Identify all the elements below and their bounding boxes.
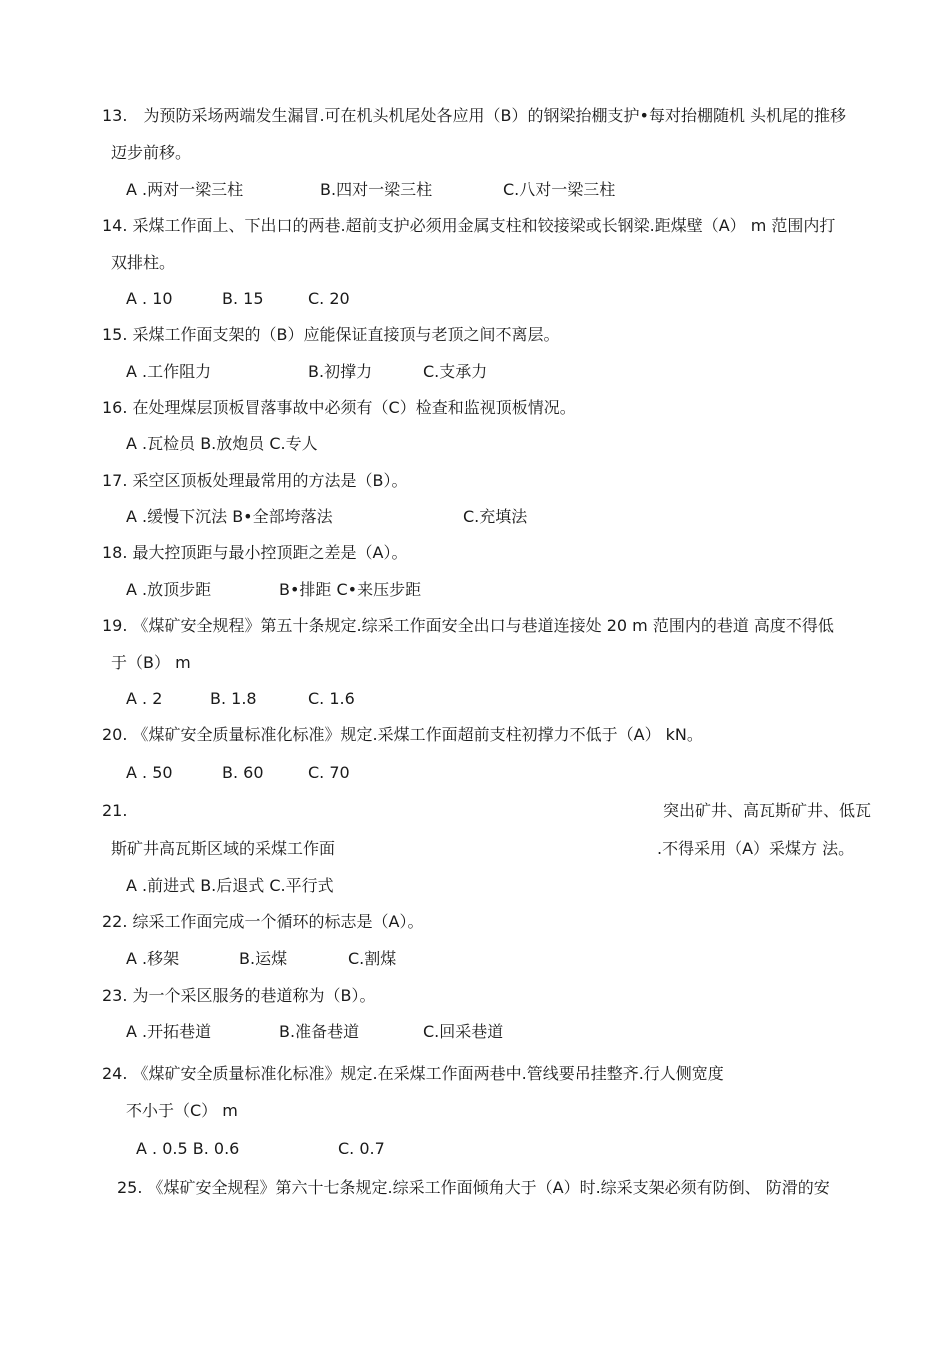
question-17-text: 17. 采空区顶板处理最常用的方法是（B）。 xyxy=(102,471,408,490)
question-16-text: 16. 在处理煤层顶板冒落事故中必须有（C）检查和监视顶板情况。 xyxy=(102,398,576,417)
question-24-option-c: C. 0.7 xyxy=(338,1139,385,1158)
question-25-text: 25. 《煤矿安全规程》第六十七条规定.综采工作面倾角大于（A）时.综采支架必须有防倒、 防滑的安 xyxy=(117,1178,830,1197)
question-15-option-c: C.支承力 xyxy=(423,362,488,381)
question-19-option-a: A . 2 xyxy=(126,689,163,708)
question-19-text-cont: 于（B） m xyxy=(111,653,191,672)
question-17-option-c: C.充填法 xyxy=(463,507,528,526)
question-18-text: 18. 最大控顶距与最小控顶距之差是（A）。 xyxy=(102,543,408,562)
question-19-option-b: B. 1.8 xyxy=(210,689,257,708)
question-22-option-c: C.割煤 xyxy=(348,949,397,968)
question-23-option-c: C.回采巷道 xyxy=(423,1022,504,1041)
question-24-text-cont: 不小于（C） m xyxy=(126,1101,238,1120)
question-13-text: 13. 为预防采场两端发生漏冒.可在机头机尾处各应用（B）的钢梁抬棚支护•每对抬棚随机 头机尾的推移 xyxy=(102,106,847,125)
question-20-option-a: A . 50 xyxy=(126,763,173,782)
question-21-options: A .前进式 B.后退式 C.平行式 xyxy=(126,876,334,895)
question-22-option-a: A .移架 xyxy=(126,949,180,968)
question-20-option-b: B. 60 xyxy=(222,763,264,782)
question-19-text: 19. 《煤矿安全规程》第五十条规定.综采工作面安全出口与巷道连接处 20 m 范围内的巷道 高度不得低 xyxy=(102,616,834,635)
question-21-number: 21. xyxy=(102,801,128,820)
question-14-option-a: A . 10 xyxy=(126,289,173,308)
question-21-text-left: 斯矿井高瓦斯区域的采煤工作面 xyxy=(111,839,336,858)
question-14-option-c: C. 20 xyxy=(308,289,350,308)
question-24-option-ab: A . 0.5 B. 0.6 xyxy=(136,1139,240,1158)
question-13-option-b: B.四对一梁三柱 xyxy=(320,180,433,199)
question-22-text: 22. 综采工作面完成一个循环的标志是（A）。 xyxy=(102,912,424,931)
question-21-text-right-cont: .不得采用（A）采煤方 法。 xyxy=(657,839,855,858)
question-19-option-c: C. 1.6 xyxy=(308,689,355,708)
question-21-text-right: 突出矿井、高瓦斯矿井、低瓦 xyxy=(663,801,872,820)
question-20-text: 20. 《煤矿安全质量标准化标准》规定.采煤工作面超前支柱初撑力不低于（A） kN。 xyxy=(102,725,703,744)
question-22-option-b: B.运煤 xyxy=(239,949,288,968)
question-24-text: 24. 《煤矿安全质量标准化标准》规定.在采煤工作面两巷中.管线要吊挂整齐.行人侧宽度 xyxy=(102,1064,724,1083)
question-15-option-b: B.初撑力 xyxy=(308,362,373,381)
question-23-option-a: A .开拓巷道 xyxy=(126,1022,212,1041)
question-15-option-a: A .工作阻力 xyxy=(126,362,212,381)
question-17-option-ab: A .缓慢下沉法 B•全部垮落法 xyxy=(126,507,333,526)
question-15-text: 15. 采煤工作面支架的（B）应能保证直接顶与老顶之间不离层。 xyxy=(102,325,560,344)
question-20-option-c: C. 70 xyxy=(308,763,350,782)
question-13-option-c: C.八对一梁三柱 xyxy=(503,180,616,199)
question-18-option-a: A .放顶步距 xyxy=(126,580,212,599)
question-13-text-cont: 迈步前移。 xyxy=(111,143,192,162)
question-14-text: 14. 采煤工作面上、下出口的两巷.超前支护必须用金属支柱和铰接梁或长钢梁.距煤壁（A） m 范围内打 xyxy=(102,216,836,235)
question-23-text: 23. 为一个采区服务的巷道称为（B）。 xyxy=(102,986,376,1005)
question-16-options: A .瓦检员 B.放炮员 C.专人 xyxy=(126,434,318,453)
question-23-option-b: B.准备巷道 xyxy=(279,1022,360,1041)
question-13-option-a: A .两对一梁三柱 xyxy=(126,180,244,199)
question-14-text-cont: 双排柱。 xyxy=(111,253,176,272)
question-18-option-bc: B•排距 C•来压步距 xyxy=(279,580,422,599)
question-14-option-b: B. 15 xyxy=(222,289,264,308)
